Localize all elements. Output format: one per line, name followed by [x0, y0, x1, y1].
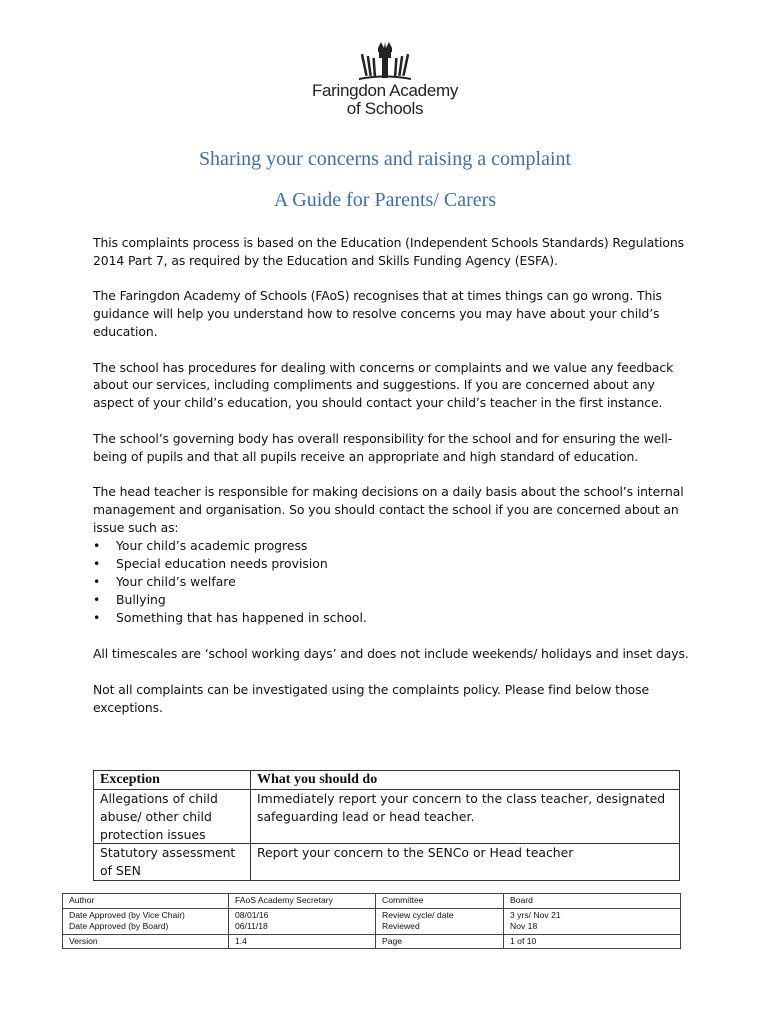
table-header-row	[94, 771, 680, 790]
document-control-table	[62, 893, 681, 949]
table-cell: Version	[63, 934, 229, 949]
column-header: Exception	[94, 771, 251, 790]
list-item: • Your child’s academic progress	[93, 537, 693, 555]
table-cell: Immediately report your concern to the class teacher, designated safeguarding lead or head teacher.	[251, 790, 680, 844]
paragraph-exceptions: Not all complaints can be investigated using the complaints policy. Please find below those exceptions.	[93, 681, 649, 715]
table-cell: Board	[504, 894, 681, 909]
paragraph-timescales: All timescales are ‘school working days’ and does not include weekends/ holidays and inset days.	[93, 646, 689, 662]
column-header: What you should do	[251, 771, 680, 790]
bullet-icon: •	[93, 592, 101, 608]
logo-text-line1: Faringdon Academy	[311, 81, 459, 100]
table-cell: 1.4	[229, 934, 376, 949]
paragraph-intro: This complaints process is based on the Education (Independent Schools Standards) Regulations 2014 Part 7, as required by the Education and Skills Funding Agency (ESFA).	[93, 235, 684, 268]
table-cell: Allegations of child abuse/ other child protection issues	[94, 790, 251, 844]
paragraph-procedures: The school has procedures for dealing with concerns or complaints and we value any feedback about our services, including compliments and suggestions. If you are concerned about any aspect of your child’s education, you should contact your child’s teacher in the first instance.	[93, 359, 674, 411]
page-title: Sharing your concerns and raising a complaint	[198, 148, 572, 170]
crown-books-icon	[355, 40, 415, 82]
table-row	[63, 908, 681, 934]
exceptions-table	[93, 770, 680, 881]
table-cell: FAoS Academy Secretary	[229, 894, 376, 909]
logo-text-line2: of Schools	[346, 99, 424, 118]
table-row	[94, 790, 680, 844]
table-cell: Date Approved (by Vice Chair) Date Approved (by Board)	[63, 908, 229, 934]
paragraph-recognition: The Faringdon Academy of Schools (FAoS) recognises that at times things can go wrong. This guidance will help you understand how to resolve concerns you may have about your child’s education.	[93, 288, 662, 339]
bullet-icon: •	[93, 537, 101, 553]
paragraph-governing-body: The school’s governing body has overall responsibility for the school and for ensuring the well-being of pupils and that all pupils receive an appropriate and high standard of education.	[93, 430, 673, 464]
table-cell: Author	[63, 894, 229, 909]
list-item: • Special education needs provision	[93, 555, 693, 573]
table-cell: Page	[376, 934, 504, 949]
school-logo	[300, 40, 470, 118]
concern-list	[93, 537, 693, 628]
table-cell: Statutory assessment of SEN	[94, 844, 251, 881]
paragraph-head-teacher: The head teacher is responsible for making decisions on a daily basis about the school’s internal management and organisation. So you should contact the school if you are concerned about an issue such as:	[93, 484, 684, 535]
table-cell: Report your concern to the SENCo or Head teacher	[251, 844, 680, 881]
table-row	[63, 894, 681, 909]
bullet-icon: •	[93, 573, 101, 589]
table-cell: 3 yrs/ Nov 21 Nov 18	[504, 908, 681, 934]
list-item: • Something that has happened in school.	[93, 609, 693, 627]
bullet-icon: •	[93, 610, 101, 626]
table-cell: Committee	[376, 894, 504, 909]
list-item: • Bullying	[93, 591, 693, 609]
bullet-icon: •	[93, 555, 101, 571]
table-row	[63, 934, 681, 949]
table-cell: 1 of 10	[504, 934, 681, 949]
document-body	[93, 234, 693, 717]
page-subtitle: A Guide for Parents/ Carers	[273, 189, 497, 211]
list-item: • Your child’s welfare	[93, 573, 693, 591]
table-cell: 08/01/16 06/11/18	[229, 908, 376, 934]
table-row	[94, 844, 680, 881]
table-cell: Review cycle/ date Reviewed	[376, 908, 504, 934]
